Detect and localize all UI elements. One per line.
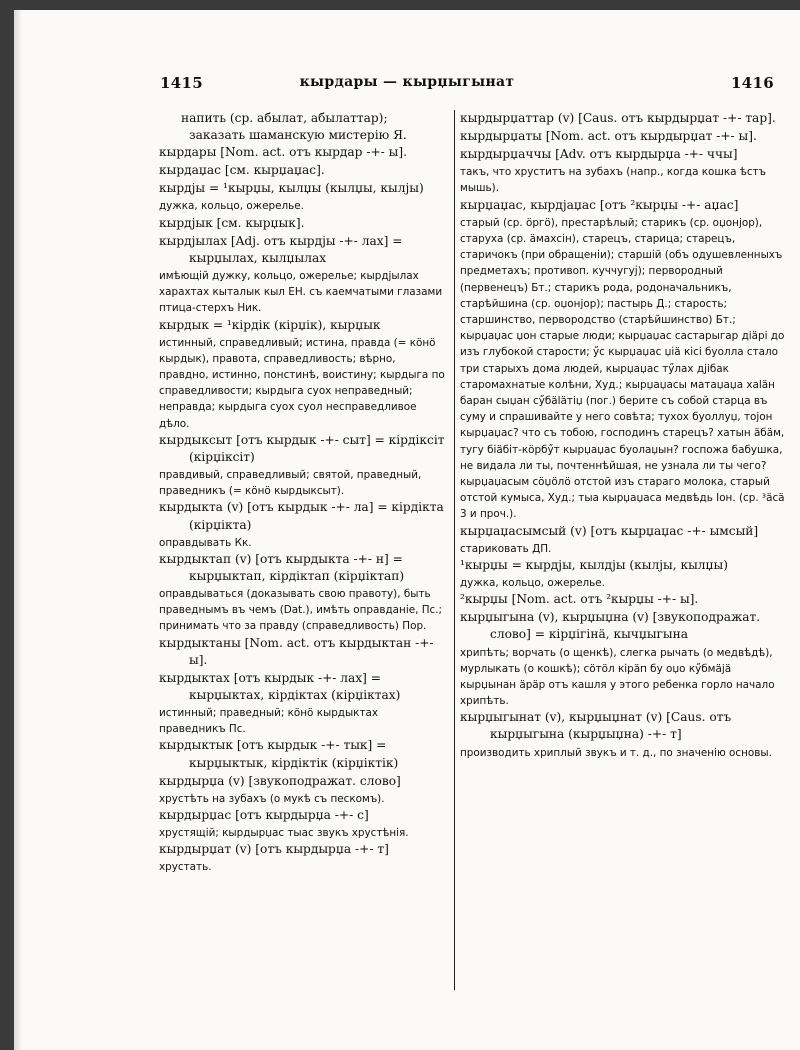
dictionary-entry: кырџыгына (v), кырџыџна (v) [звукоподражат. слово] = кірџігінä, кычџыгына bbox=[460, 610, 761, 642]
dictionary-entry: кырдары [Nom. act. отъ кырдар -+- ы]. bbox=[159, 145, 407, 160]
dictionary-entry: ¹кырџы = кырдjы, кылдjы (кылjы, кылџы) bbox=[460, 557, 728, 572]
dictionary-entry: кырдыктах [отъ кырдык -+- лах] = кырџыктах, кірдіктах (кірџіктах) bbox=[159, 670, 401, 702]
definition-text: старый (ср. ӧргӧ), престарѣлый; старикъ (ср. оџонjор), старуха (ср. ӓмахсін), старецъ, старица; старецъ, старичокъ (при обращеніи); старшій (объ одушевленныхъ предметахъ; противоп. куччугуј); первородный (первенецъ) Бт.; старикъ рода, родоначальникъ, старѣйшина (ср. оџонjор); пастырь Д.; старость; старшинство, первородство (старѣйшинство) Бт.; кырџаџас џон старые люди; кырџаџас састарыгар дiäрi до изъ глубокой старости; ӳс кырџаџас џіä кісі буолла стало три старыхъ дома людей, кырџаџас тӳлах дjiбак старомахнатые колѣни, Худ.; кырџаџасы матаџаџа хаläн баран сыџан сӳбäläтiџ (пог.) берите съ собой старца въ суму и спрашивайте у него совѣта; тухох буоллуџ, тоjон кырџаџас? что съ тобою, господинъ старецъ? хатын äбäм, тугу біäбіт-кӧрбӳт кырџаџас буолаџын? госпожа бабушка, не видала ли ты, почтеннѣйшая, не узнала ли ты чего? кырџаџасым сӧџӧлӧ отстой изъ стараго молока, старый отстой кумыса, Худ.; тыа кырџаџаса медвѣдь Іон. (ср. ³äсä 3 и проч.). bbox=[460, 216, 785, 521]
definition-text: имѣющій дужку, кольцо, ожерелье; кырдjылах харахтах кыталык кыл ЕН. съ каемчатыми глазами птица-стерхъ Ник. bbox=[159, 269, 443, 315]
dictionary-entry: кырџаџас, кырдjаџас [отъ ²кырџы -+- аџас] bbox=[460, 197, 739, 212]
right-column bbox=[460, 110, 790, 761]
dictionary-entry: кырдаџас [см. кырџаџас]. bbox=[159, 163, 325, 178]
dictionary-entry: кырдjык [см. кырџык]. bbox=[159, 215, 305, 230]
dictionary-entry: кырџаџасымсый (v) [отъ кырџаџас -+- ымсый] bbox=[460, 523, 759, 538]
dictionary-entry: кырдырџаттар (v) [Caus. отъ кырдырџат -+- тар]. bbox=[460, 111, 776, 125]
dictionary-entry: кырдыкта (v) [отъ кырдык -+- ла] = кірдікта (кірџікта) bbox=[159, 500, 444, 532]
definition-text: оправдываться (доказывать свою правоту), быть праведнымъ въ чемъ (Dat.), имѣть оправданіе, Пс.; принимать что за правду (справедливость) Пор. bbox=[159, 588, 443, 633]
definition-text: хрустящій; кырдырџас тыас звукъ хрустѣнія. bbox=[159, 827, 409, 840]
definition-text: дужка, кольцо, ожерелье. bbox=[460, 577, 605, 590]
dictionary-entry: кырџыгынат (v), кырџыџнат (v) [Caus. отъ кырџыгына (кырџыџна) -+- т] bbox=[460, 710, 732, 742]
dictionary-entry: кырдырџат (v) [отъ кырдырџа -+- т] bbox=[159, 842, 389, 857]
definition-text: старикoвать ДП. bbox=[460, 542, 552, 555]
column-divider bbox=[454, 110, 455, 990]
continued-text: напить (ср. абылат, абылаттар); заказать шаманскую мистерію Я. bbox=[181, 111, 407, 143]
dictionary-entry: кырдыктык [отъ кырдык -+- тык] = кырџыктык, кірдіктік (кірџіктік) bbox=[159, 738, 399, 770]
page-edge-shadow bbox=[14, 10, 22, 1050]
dictionary-entry: кырдjылах [Adj. отъ кырдjы -+- лах] = кырџылах, кылџылах bbox=[159, 233, 403, 265]
dictionary-page bbox=[14, 10, 800, 1050]
definition-text: правдивый, справедливый; святой, праведный, праведникъ (= кӧнӧ кырдыксыт). bbox=[159, 469, 422, 498]
dictionary-entry: кырдыктаны [Nom. act. отъ кырдыктан -+- ы]. bbox=[159, 635, 434, 667]
left-page-number: 1415 bbox=[160, 74, 203, 92]
dictionary-entry: кырдырџас [отъ кырдырџа -+- с] bbox=[159, 807, 369, 822]
dictionary-entry: кырдыктап (v) [отъ кырдыкта -+- н] = кырџыктап, кірдіктап (кірџіктап) bbox=[159, 551, 405, 583]
definition-text: истинный; праведный; кӧнӧ кырдыктах праведникъ Пс. bbox=[159, 707, 379, 736]
definition-text: истинный, справедливый; истина, правда (= кӧнӧ кырдык), правота, справедливость; вѣрно, правдно, истинно, понстинѣ, воистину; кырдыга по справедливости; кырдыга суох неправедный; неправда; кырдыга суох суол несправедливое дѣло. bbox=[159, 336, 445, 430]
definition-text: хрустать. bbox=[159, 861, 212, 874]
definition-text: хрипѣть; ворчать (о щенкѣ), слегка рычать (о медвѣдѣ), мурлыкать (о кошкѣ); сӧтӧл кірäп бу оџо кӳбмäjä кырџынан äрäр отъ кашля у этого ребенка горло начало хрипѣть. bbox=[460, 646, 775, 708]
dictionary-entry: кырдырџаччы [Adv. отъ кырдырџа -+- ччы] bbox=[460, 147, 738, 162]
left-column bbox=[159, 110, 447, 876]
definition-text: хрустѣть на зубахъ (о мукѣ съ пескомъ). bbox=[159, 792, 385, 805]
dictionary-entry: ²кырџы [Nom. act. отъ ²кырџы -+- ы]. bbox=[460, 592, 699, 607]
dictionary-entry: кырдырџа (v) [звукоподражат. слово] bbox=[159, 773, 401, 788]
page-header bbox=[14, 74, 800, 94]
definition-text: такъ, что хруститъ на зубахъ (напр., когда кошка ѣстъ мышь). bbox=[460, 166, 766, 195]
running-head: кырдары — кырџыгынат bbox=[299, 74, 515, 90]
right-page-number: 1416 bbox=[731, 74, 774, 92]
dictionary-entry: кырдырџаты [Nom. act. отъ кырдырџат -+- ы]. bbox=[460, 129, 757, 144]
dictionary-entry: кырдык = ¹кірдік (кірџік), кырџык bbox=[159, 317, 381, 332]
dictionary-entry: кырдjы = ¹кырџы, кылџы (кылџы, кылjы) bbox=[159, 181, 424, 196]
definition-text: производить хриплый звукъ и т. д., по значенію основы. bbox=[460, 746, 772, 759]
definition-text: оправдывать Кк. bbox=[159, 536, 252, 549]
definition-text: дужка, кольцо, ожерелье. bbox=[159, 200, 304, 213]
dictionary-entry: кырдыксыт [отъ кырдык -+- сыт] = кірдіксіт (кірџіксіт) bbox=[159, 432, 445, 464]
